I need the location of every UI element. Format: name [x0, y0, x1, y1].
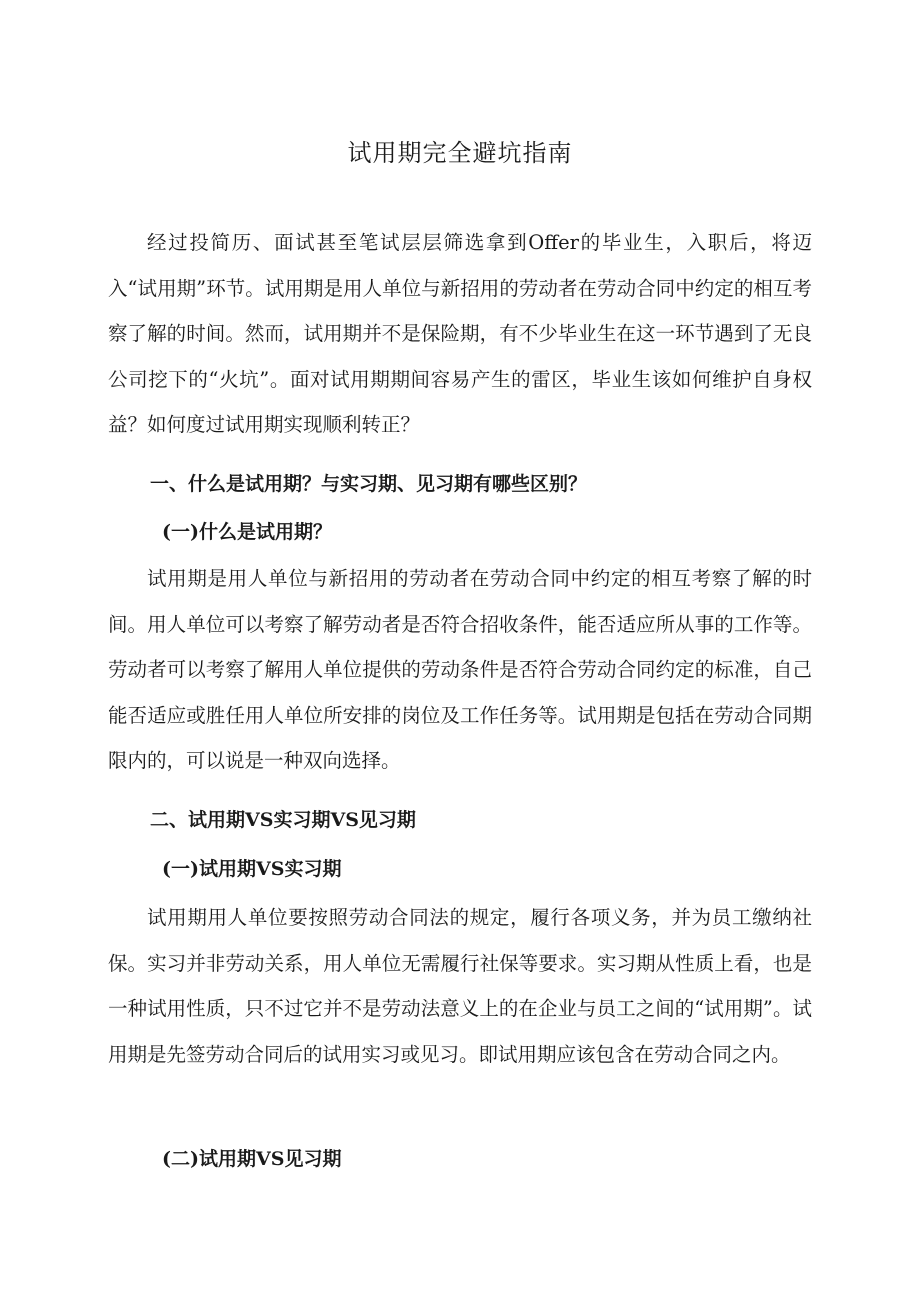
section-1-heading: 一、什么是试用期？与实习期、见习期有哪些区别？	[150, 473, 588, 495]
section-1-1-heading: (一)什么是试用期？	[162, 521, 332, 543]
section-2-heading: 二、试用期VS实习期VS见习期	[150, 809, 416, 831]
intro-paragraph: 经过投简历、面试甚至笔试层层筛选拿到Offer的毕业生，入职后，将迈入“试用期”环节。试用期是用人单位与新招用的劳动者在劳动合同中约定的相互考察了解的时间。然而，试用期并不是保险期，有不少毕业生在这一环节遇到了无良公司挖下的“火坑”。面对试用期期间容易产生的雷区，毕业生该如何维护自身权益？如何度过试用期实现顺利转正？	[108, 231, 812, 436]
section-2-1-heading: (一)试用期VS实习期	[162, 858, 342, 880]
section-2-1-body: 试用期用人单位要按照劳动合同法的规定，履行各项义务，并为员工缴纳社保。实习并非劳动关系，用人单位无需履行社保等要求。实习期从性质上看，也是一种试用性质，只不过它并不是劳动法意义上的在企业与员工之间的“试用期”。试用期是先签劳动合同后的试用实习或见习。即试用期应该包含在劳动合同之内。	[108, 906, 812, 1066]
section-2-2-heading: (二)试用期VS见习期	[162, 1148, 342, 1170]
section-1-1-body: 试用期是用人单位与新招用的劳动者在劳动合同中约定的相互考察了解的时间。用人单位可以考察了解劳动者是否符合招收条件，能否适应所从事的工作等。劳动者可以考察了解用人单位提供的劳动条件是否符合劳动合同约定的标准，自己能否适应或胜任用人单位所安排的岗位及工作任务等。试用期是包括在劳动合同期限内的，可以说是一种双向选择。	[108, 567, 812, 772]
document-title: 试用期完全避坑指南	[347, 139, 573, 167]
